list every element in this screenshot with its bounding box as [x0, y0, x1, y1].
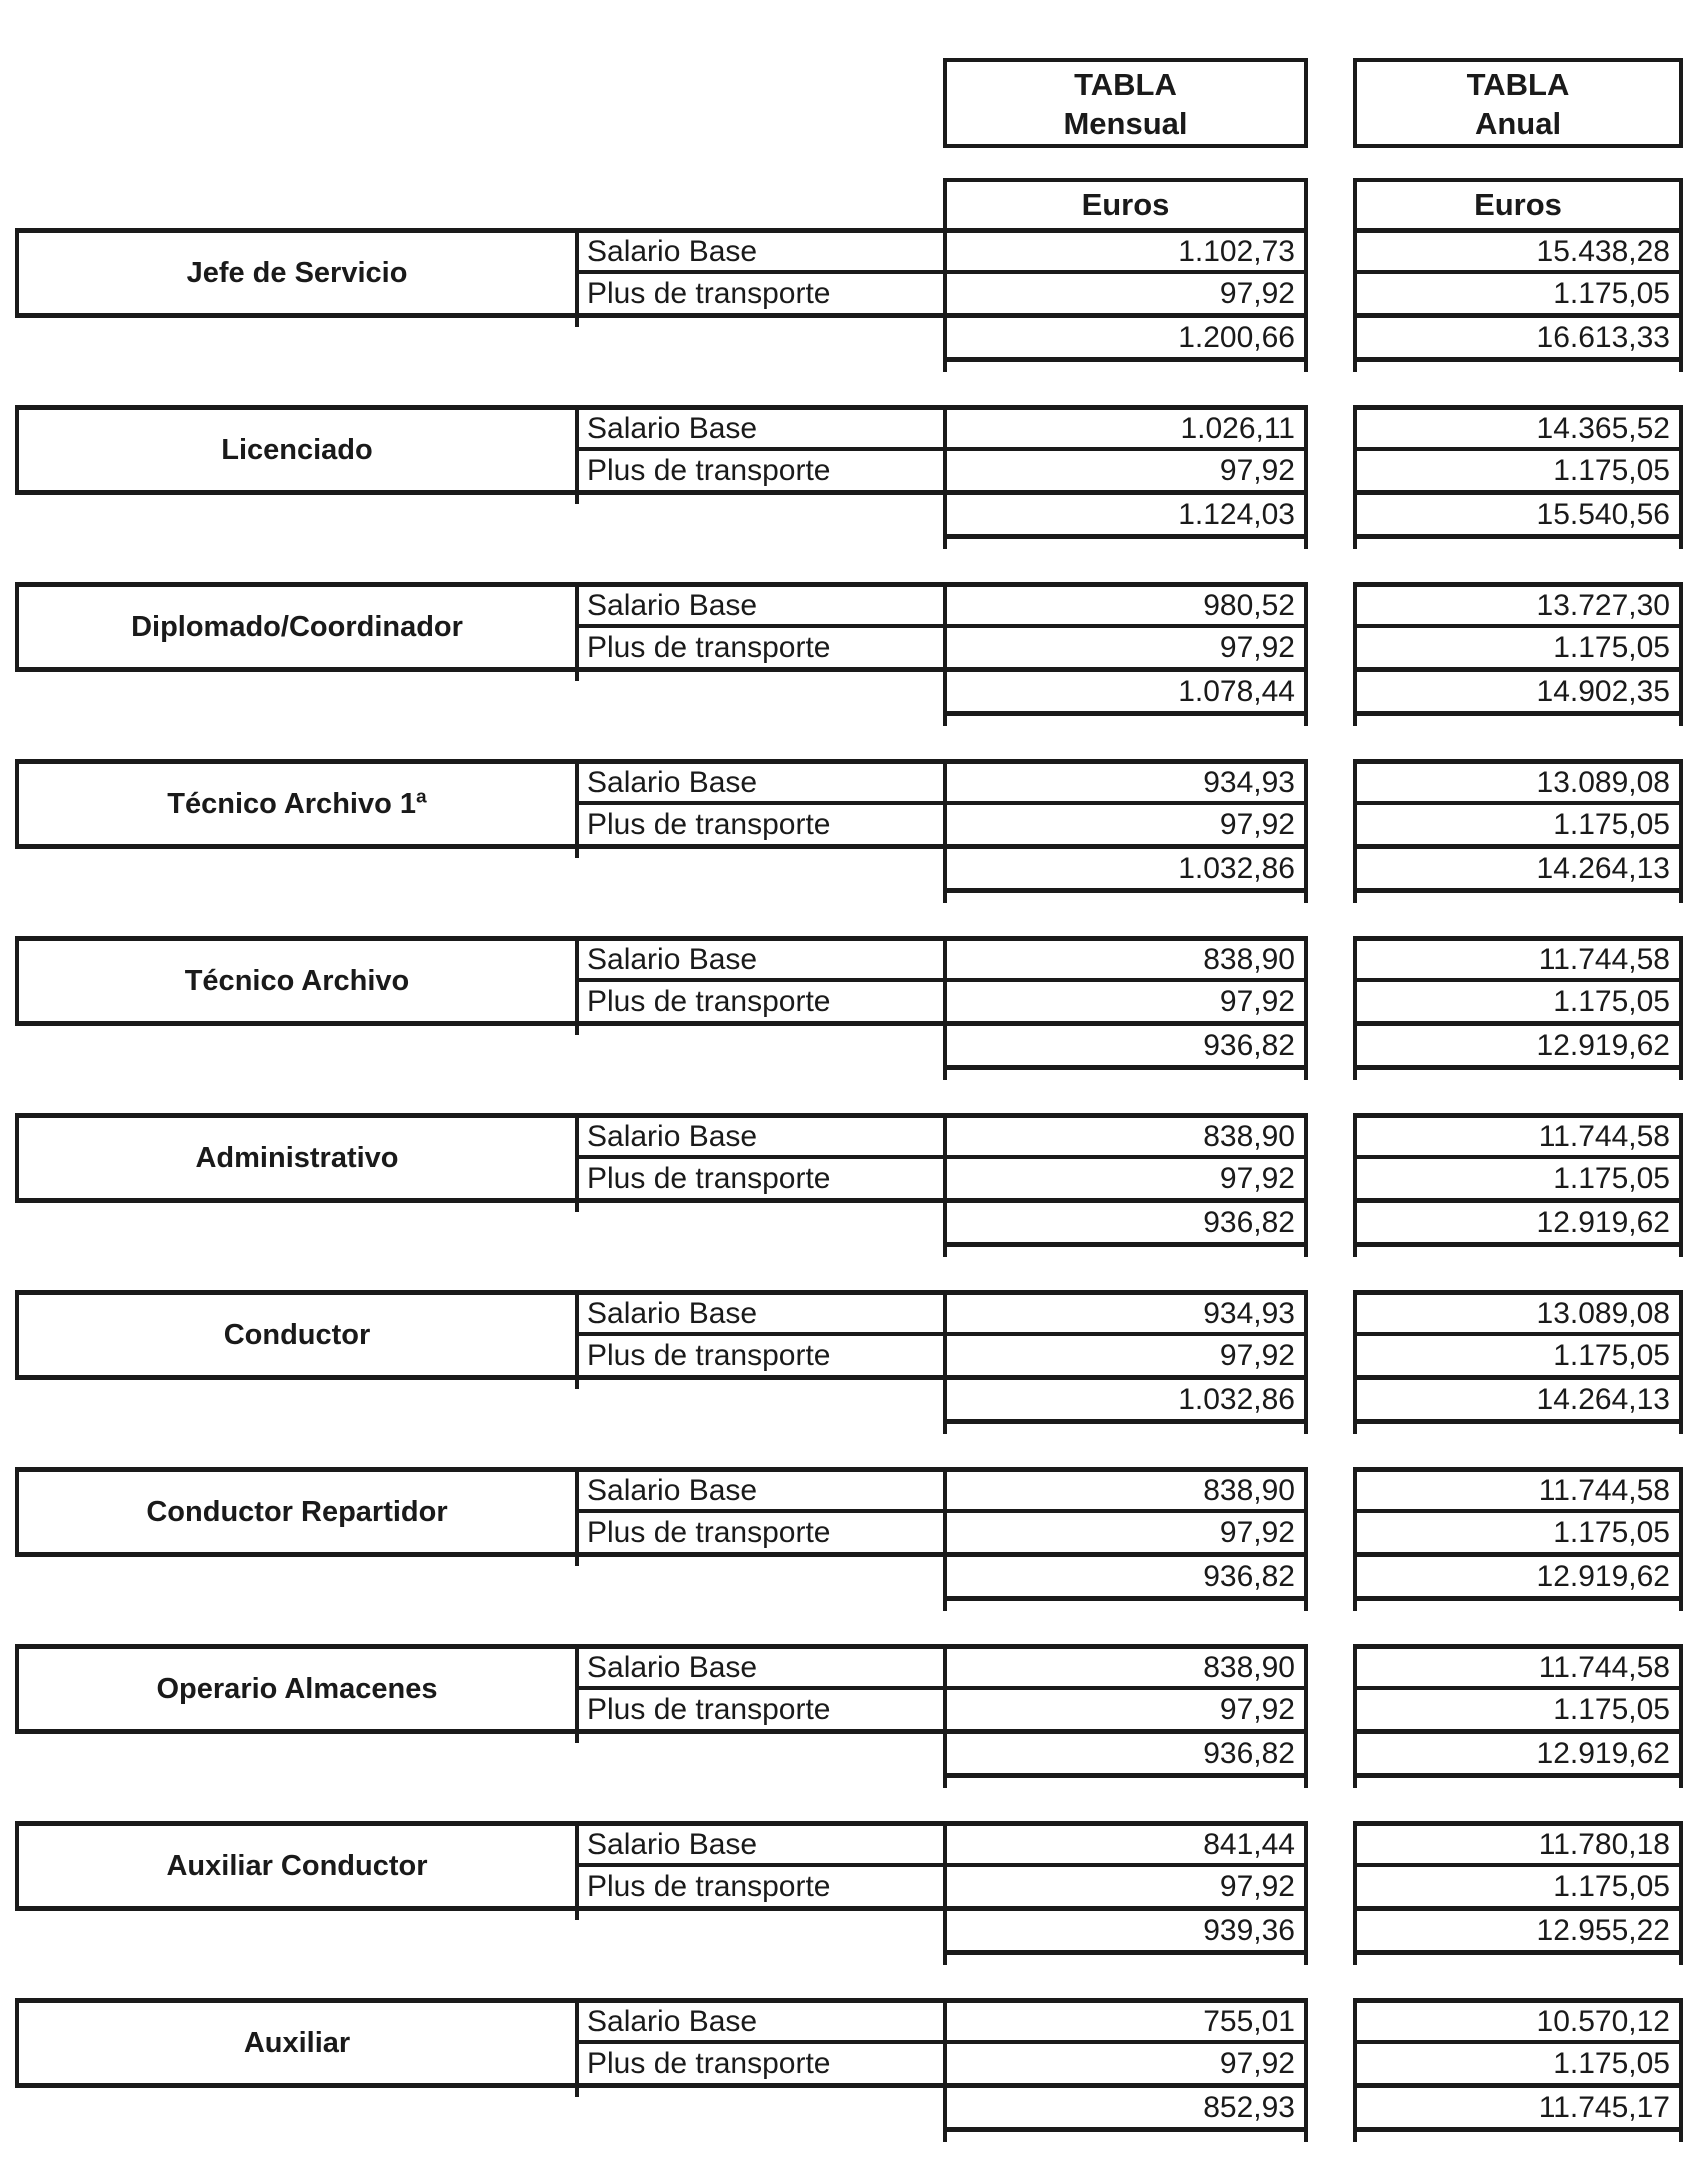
plus-transporte-anual-value: 1.175,05	[1353, 1690, 1683, 1734]
total-mensual-value: 1.200,66	[943, 318, 1308, 362]
total-mensual-value: 1.032,86	[943, 849, 1308, 893]
total-anual-value: 15.540,56	[1353, 495, 1683, 539]
monthly-table-title-line1: TABLA	[1074, 67, 1177, 102]
plus-transporte-anual-value: 1.175,05	[1353, 628, 1683, 672]
scan-line-stub	[943, 893, 947, 903]
salario-base-mensual-value: 934,93	[943, 759, 1308, 805]
plus-transporte-mensual-value: 97,92	[943, 1159, 1308, 1203]
annual-table-title-line1: TABLA	[1466, 67, 1570, 102]
salary-block	[0, 1644, 1685, 1778]
total-mensual-value: 936,82	[943, 1203, 1308, 1247]
scan-line-stub	[1304, 1955, 1308, 1965]
scan-line-stub	[1304, 1247, 1308, 1257]
column-divider-stub	[575, 2088, 579, 2097]
salario-base-anual-value: 11.744,58	[1353, 1467, 1683, 1513]
total-mensual-value: 852,93	[943, 2088, 1308, 2132]
salario-base-anual-value: 11.744,58	[1353, 1113, 1683, 1159]
salario-base-anual-value: 13.089,08	[1353, 759, 1683, 805]
total-anual-value: 12.919,62	[1353, 1734, 1683, 1778]
row-label-plus-transporte: Plus de transporte	[575, 451, 943, 495]
column-divider-stub	[575, 672, 579, 681]
monthly-unit-header: Euros	[943, 178, 1308, 228]
salario-base-mensual-value: 934,93	[943, 1290, 1308, 1336]
row-label-plus-transporte: Plus de transporte	[575, 274, 943, 318]
scan-line-stub	[1304, 539, 1308, 549]
column-divider-stub	[575, 1911, 579, 1920]
row-label-salario-base: Salario Base	[575, 1998, 943, 2044]
row-label-salario-base: Salario Base	[575, 405, 943, 451]
scan-line-stub	[1304, 362, 1308, 372]
row-label-salario-base: Salario Base	[575, 582, 943, 628]
scan-line-stub	[1353, 1955, 1357, 1965]
salary-block	[0, 228, 1685, 362]
plus-transporte-mensual-value: 97,92	[943, 2044, 1308, 2088]
category-name: Técnico Archivo	[15, 936, 575, 1026]
annual-table-title-line2: Anual	[1474, 106, 1562, 141]
total-mensual-value: 1.078,44	[943, 672, 1308, 716]
column-divider-stub	[575, 1557, 579, 1566]
salario-base-anual-value: 13.727,30	[1353, 582, 1683, 628]
plus-transporte-anual-value: 1.175,05	[1353, 2044, 1683, 2088]
salary-block	[0, 1290, 1685, 1424]
column-divider-stub	[575, 849, 579, 858]
column-divider-stub	[575, 1203, 579, 1212]
salario-base-anual-value: 10.570,12	[1353, 1998, 1683, 2044]
row-label-salario-base: Salario Base	[575, 759, 943, 805]
column-divider-stub	[575, 318, 579, 327]
column-divider-stub	[575, 1734, 579, 1743]
plus-transporte-mensual-value: 97,92	[943, 982, 1308, 1026]
salario-base-mensual-value: 755,01	[943, 1998, 1308, 2044]
scan-line-stub	[1353, 716, 1357, 726]
plus-transporte-mensual-value: 97,92	[943, 1690, 1308, 1734]
row-label-salario-base: Salario Base	[575, 228, 943, 274]
scan-line-stub	[1353, 1247, 1357, 1257]
salario-base-mensual-value: 838,90	[943, 1644, 1308, 1690]
plus-transporte-mensual-value: 97,92	[943, 274, 1308, 318]
scan-line-stub	[1353, 2132, 1357, 2142]
total-anual-value: 12.955,22	[1353, 1911, 1683, 1955]
salario-base-mensual-value: 1.026,11	[943, 405, 1308, 451]
total-anual-value: 14.264,13	[1353, 1380, 1683, 1424]
column-divider-stub	[575, 1380, 579, 1389]
category-name: Conductor	[15, 1290, 575, 1380]
plus-transporte-anual-value: 1.175,05	[1353, 982, 1683, 1026]
scan-line-stub	[1679, 1247, 1683, 1257]
row-label-plus-transporte: Plus de transporte	[575, 1690, 943, 1734]
category-name: Administrativo	[15, 1113, 575, 1203]
salario-base-mensual-value: 841,44	[943, 1821, 1308, 1867]
salario-base-anual-value: 15.438,28	[1353, 228, 1683, 274]
salary-block	[0, 582, 1685, 716]
total-mensual-value: 939,36	[943, 1911, 1308, 1955]
plus-transporte-mensual-value: 97,92	[943, 628, 1308, 672]
plus-transporte-mensual-value: 97,92	[943, 1336, 1308, 1380]
salario-base-mensual-value: 838,90	[943, 1113, 1308, 1159]
salary-blocks	[0, 228, 1685, 2175]
column-divider-stub	[575, 1026, 579, 1035]
scan-line-stub	[943, 1601, 947, 1611]
scan-line-stub	[943, 362, 947, 372]
total-mensual-value: 1.124,03	[943, 495, 1308, 539]
plus-transporte-mensual-value: 97,92	[943, 451, 1308, 495]
scan-line-stub	[1353, 539, 1357, 549]
monthly-table-title-line2: Mensual	[1063, 106, 1188, 141]
scan-line-stub	[943, 1424, 947, 1434]
column-divider-stub	[575, 495, 579, 504]
scan-line-stub	[1679, 893, 1683, 903]
scan-line-stub	[943, 1955, 947, 1965]
total-mensual-value: 936,82	[943, 1734, 1308, 1778]
row-label-plus-transporte: Plus de transporte	[575, 1867, 943, 1911]
salario-base-anual-value: 13.089,08	[1353, 1290, 1683, 1336]
category-name: Auxiliar	[15, 1998, 575, 2088]
total-anual-value: 16.613,33	[1353, 318, 1683, 362]
total-mensual-value: 936,82	[943, 1026, 1308, 1070]
salario-base-anual-value: 11.780,18	[1353, 1821, 1683, 1867]
plus-transporte-mensual-value: 97,92	[943, 1513, 1308, 1557]
scan-line-stub	[1304, 1424, 1308, 1434]
salary-block	[0, 936, 1685, 1070]
scan-line-stub	[1304, 2132, 1308, 2142]
category-name: Jefe de Servicio	[15, 228, 575, 318]
annual-table-header	[1353, 58, 1683, 148]
category-name: Operario Almacenes	[15, 1644, 575, 1734]
scan-line-stub	[1679, 362, 1683, 372]
scan-line-stub	[1353, 1424, 1357, 1434]
row-label-plus-transporte: Plus de transporte	[575, 2044, 943, 2088]
salario-base-anual-value: 11.744,58	[1353, 1644, 1683, 1690]
row-label-salario-base: Salario Base	[575, 1113, 943, 1159]
salary-block	[0, 1821, 1685, 1955]
total-anual-value: 12.919,62	[1353, 1026, 1683, 1070]
scan-line-stub	[1353, 1070, 1357, 1080]
scan-line-stub	[943, 716, 947, 726]
row-label-plus-transporte: Plus de transporte	[575, 1336, 943, 1380]
scan-line-stub	[943, 1070, 947, 1080]
plus-transporte-anual-value: 1.175,05	[1353, 1513, 1683, 1557]
category-name: Conductor Repartidor	[15, 1467, 575, 1557]
total-mensual-value: 1.032,86	[943, 1380, 1308, 1424]
plus-transporte-mensual-value: 97,92	[943, 805, 1308, 849]
category-name: Auxiliar Conductor	[15, 1821, 575, 1911]
row-label-salario-base: Salario Base	[575, 1821, 943, 1867]
salario-base-mensual-value: 1.102,73	[943, 228, 1308, 274]
scan-line-stub	[1304, 716, 1308, 726]
salario-base-anual-value: 14.365,52	[1353, 405, 1683, 451]
salary-block	[0, 405, 1685, 539]
plus-transporte-anual-value: 1.175,05	[1353, 1159, 1683, 1203]
total-mensual-value: 936,82	[943, 1557, 1308, 1601]
plus-transporte-mensual-value: 97,92	[943, 1867, 1308, 1911]
row-label-salario-base: Salario Base	[575, 1467, 943, 1513]
row-label-plus-transporte: Plus de transporte	[575, 982, 943, 1026]
scan-line-stub	[1304, 893, 1308, 903]
plus-transporte-anual-value: 1.175,05	[1353, 274, 1683, 318]
category-name: Licenciado	[15, 405, 575, 495]
scan-line-stub	[1353, 1778, 1357, 1788]
salario-base-mensual-value: 838,90	[943, 1467, 1308, 1513]
scan-line-stub	[1679, 539, 1683, 549]
scan-line-stub	[1679, 1601, 1683, 1611]
row-label-plus-transporte: Plus de transporte	[575, 1159, 943, 1203]
scan-line-stub	[1679, 716, 1683, 726]
scan-line-stub	[1304, 1070, 1308, 1080]
scan-line-stub	[943, 539, 947, 549]
row-label-salario-base: Salario Base	[575, 1290, 943, 1336]
row-label-salario-base: Salario Base	[575, 1644, 943, 1690]
salary-block	[0, 1113, 1685, 1247]
row-label-salario-base: Salario Base	[575, 936, 943, 982]
scan-line-stub	[943, 1778, 947, 1788]
salary-block	[0, 759, 1685, 893]
total-anual-value: 14.264,13	[1353, 849, 1683, 893]
monthly-table-header	[943, 58, 1308, 148]
scan-line-stub	[1679, 1955, 1683, 1965]
scan-line-stub	[1679, 2132, 1683, 2142]
row-label-plus-transporte: Plus de transporte	[575, 1513, 943, 1557]
total-anual-value: 14.902,35	[1353, 672, 1683, 716]
scan-line-stub	[1304, 1601, 1308, 1611]
plus-transporte-anual-value: 1.175,05	[1353, 451, 1683, 495]
scan-line-stub	[1679, 1778, 1683, 1788]
plus-transporte-anual-value: 1.175,05	[1353, 805, 1683, 849]
salario-base-mensual-value: 980,52	[943, 582, 1308, 628]
salary-block	[0, 1998, 1685, 2132]
scan-line-stub	[943, 1247, 947, 1257]
annual-unit-header: Euros	[1353, 178, 1683, 228]
category-name: Técnico Archivo 1ª	[15, 759, 575, 849]
total-anual-value: 11.745,17	[1353, 2088, 1683, 2132]
scan-line-stub	[943, 2132, 947, 2142]
scan-line-stub	[1353, 893, 1357, 903]
plus-transporte-anual-value: 1.175,05	[1353, 1336, 1683, 1380]
scan-line-stub	[1353, 1601, 1357, 1611]
scan-line-stub	[1679, 1424, 1683, 1434]
scan-line-stub	[1679, 1070, 1683, 1080]
row-label-plus-transporte: Plus de transporte	[575, 805, 943, 849]
salario-base-mensual-value: 838,90	[943, 936, 1308, 982]
scan-line-stub	[1304, 1778, 1308, 1788]
plus-transporte-anual-value: 1.175,05	[1353, 1867, 1683, 1911]
total-anual-value: 12.919,62	[1353, 1557, 1683, 1601]
salario-base-anual-value: 11.744,58	[1353, 936, 1683, 982]
scan-line-stub	[1353, 362, 1357, 372]
total-anual-value: 12.919,62	[1353, 1203, 1683, 1247]
row-label-plus-transporte: Plus de transporte	[575, 628, 943, 672]
salary-block	[0, 1467, 1685, 1601]
category-name: Diplomado/Coordinador	[15, 582, 575, 672]
